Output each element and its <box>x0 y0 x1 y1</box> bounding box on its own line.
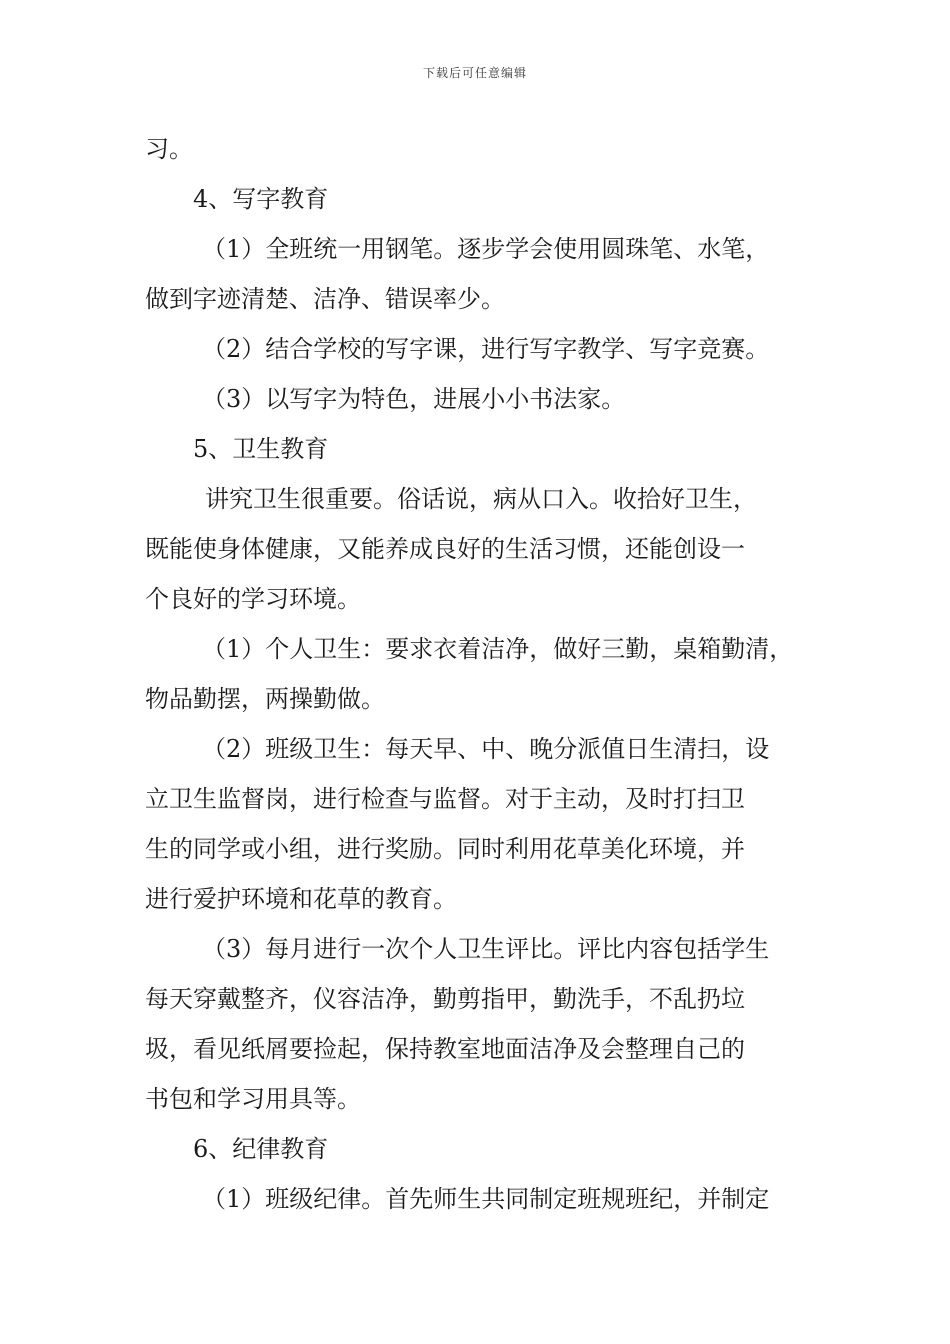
hygiene-item-1-line-2: 物品勤摆，两操勤做。 <box>145 685 385 713</box>
writing-item-3: （3）以写字为特色，进展小小书法家。 <box>202 385 626 413</box>
section-heading-hygiene: 5、卫生教育 <box>193 435 329 463</box>
hygiene-item-3-line-4: 书包和学习用具等。 <box>145 1085 361 1113</box>
hygiene-item-2-line-2: 立卫生监督岗，进行检查与监督。对于主动，及时打扫卫 <box>145 785 745 813</box>
writing-item-2: （2）结合学校的写字课，进行写字教学、写字竞赛。 <box>202 335 770 363</box>
discipline-item-1-line-1: （1）班级纪律。首先师生共同制定班规班纪，并制定 <box>202 1185 770 1213</box>
hygiene-item-3-line-3: 圾，看见纸屑要捡起，保持教室地面洁净及会整理自己的 <box>145 1035 745 1063</box>
hygiene-item-1-line-1: （1）个人卫生：要求衣着洁净，做好三勤，桌箱勤清， <box>202 635 794 663</box>
writing-item-1-line-1: （1）全班统一用钢笔。逐步学会使用圆珠笔、水笔， <box>202 235 770 263</box>
section-heading-discipline: 6、纪律教育 <box>193 1135 329 1163</box>
document-body <box>145 124 825 1224</box>
hygiene-item-3-line-2: 每天穿戴整齐，仪容洁净，勤剪指甲，勤洗手，不乱扔垃 <box>145 985 745 1013</box>
hygiene-intro-line-1: 讲究卫生很重要。俗话说，病从口入。收拾好卫生， <box>205 485 757 513</box>
hygiene-intro-line-2: 既能使身体健康，又能养成良好的生活习惯，还能创设一 <box>145 535 745 563</box>
section-heading-writing: 4、写字教育 <box>193 185 329 213</box>
hygiene-item-2-line-4: 进行爱护环境和花草的教育。 <box>145 885 457 913</box>
page-header: 下载后可任意编辑 <box>422 66 527 80</box>
hygiene-item-3-line-1: （3）每月进行一次个人卫生评比。评比内容包括学生 <box>202 935 770 963</box>
hygiene-item-2-line-1: （2）班级卫生：每天早、中、晚分派值日生清扫，设 <box>202 735 770 763</box>
writing-item-1-line-2: 做到字迹清楚、洁净、错误率少。 <box>145 285 505 313</box>
hygiene-intro-line-3: 个良好的学习环境。 <box>145 585 361 613</box>
hygiene-item-2-line-3: 生的同学或小组，进行奖励。同时利用花草美化环境，并 <box>145 835 745 863</box>
paragraph-continuation: 习。 <box>145 135 193 163</box>
